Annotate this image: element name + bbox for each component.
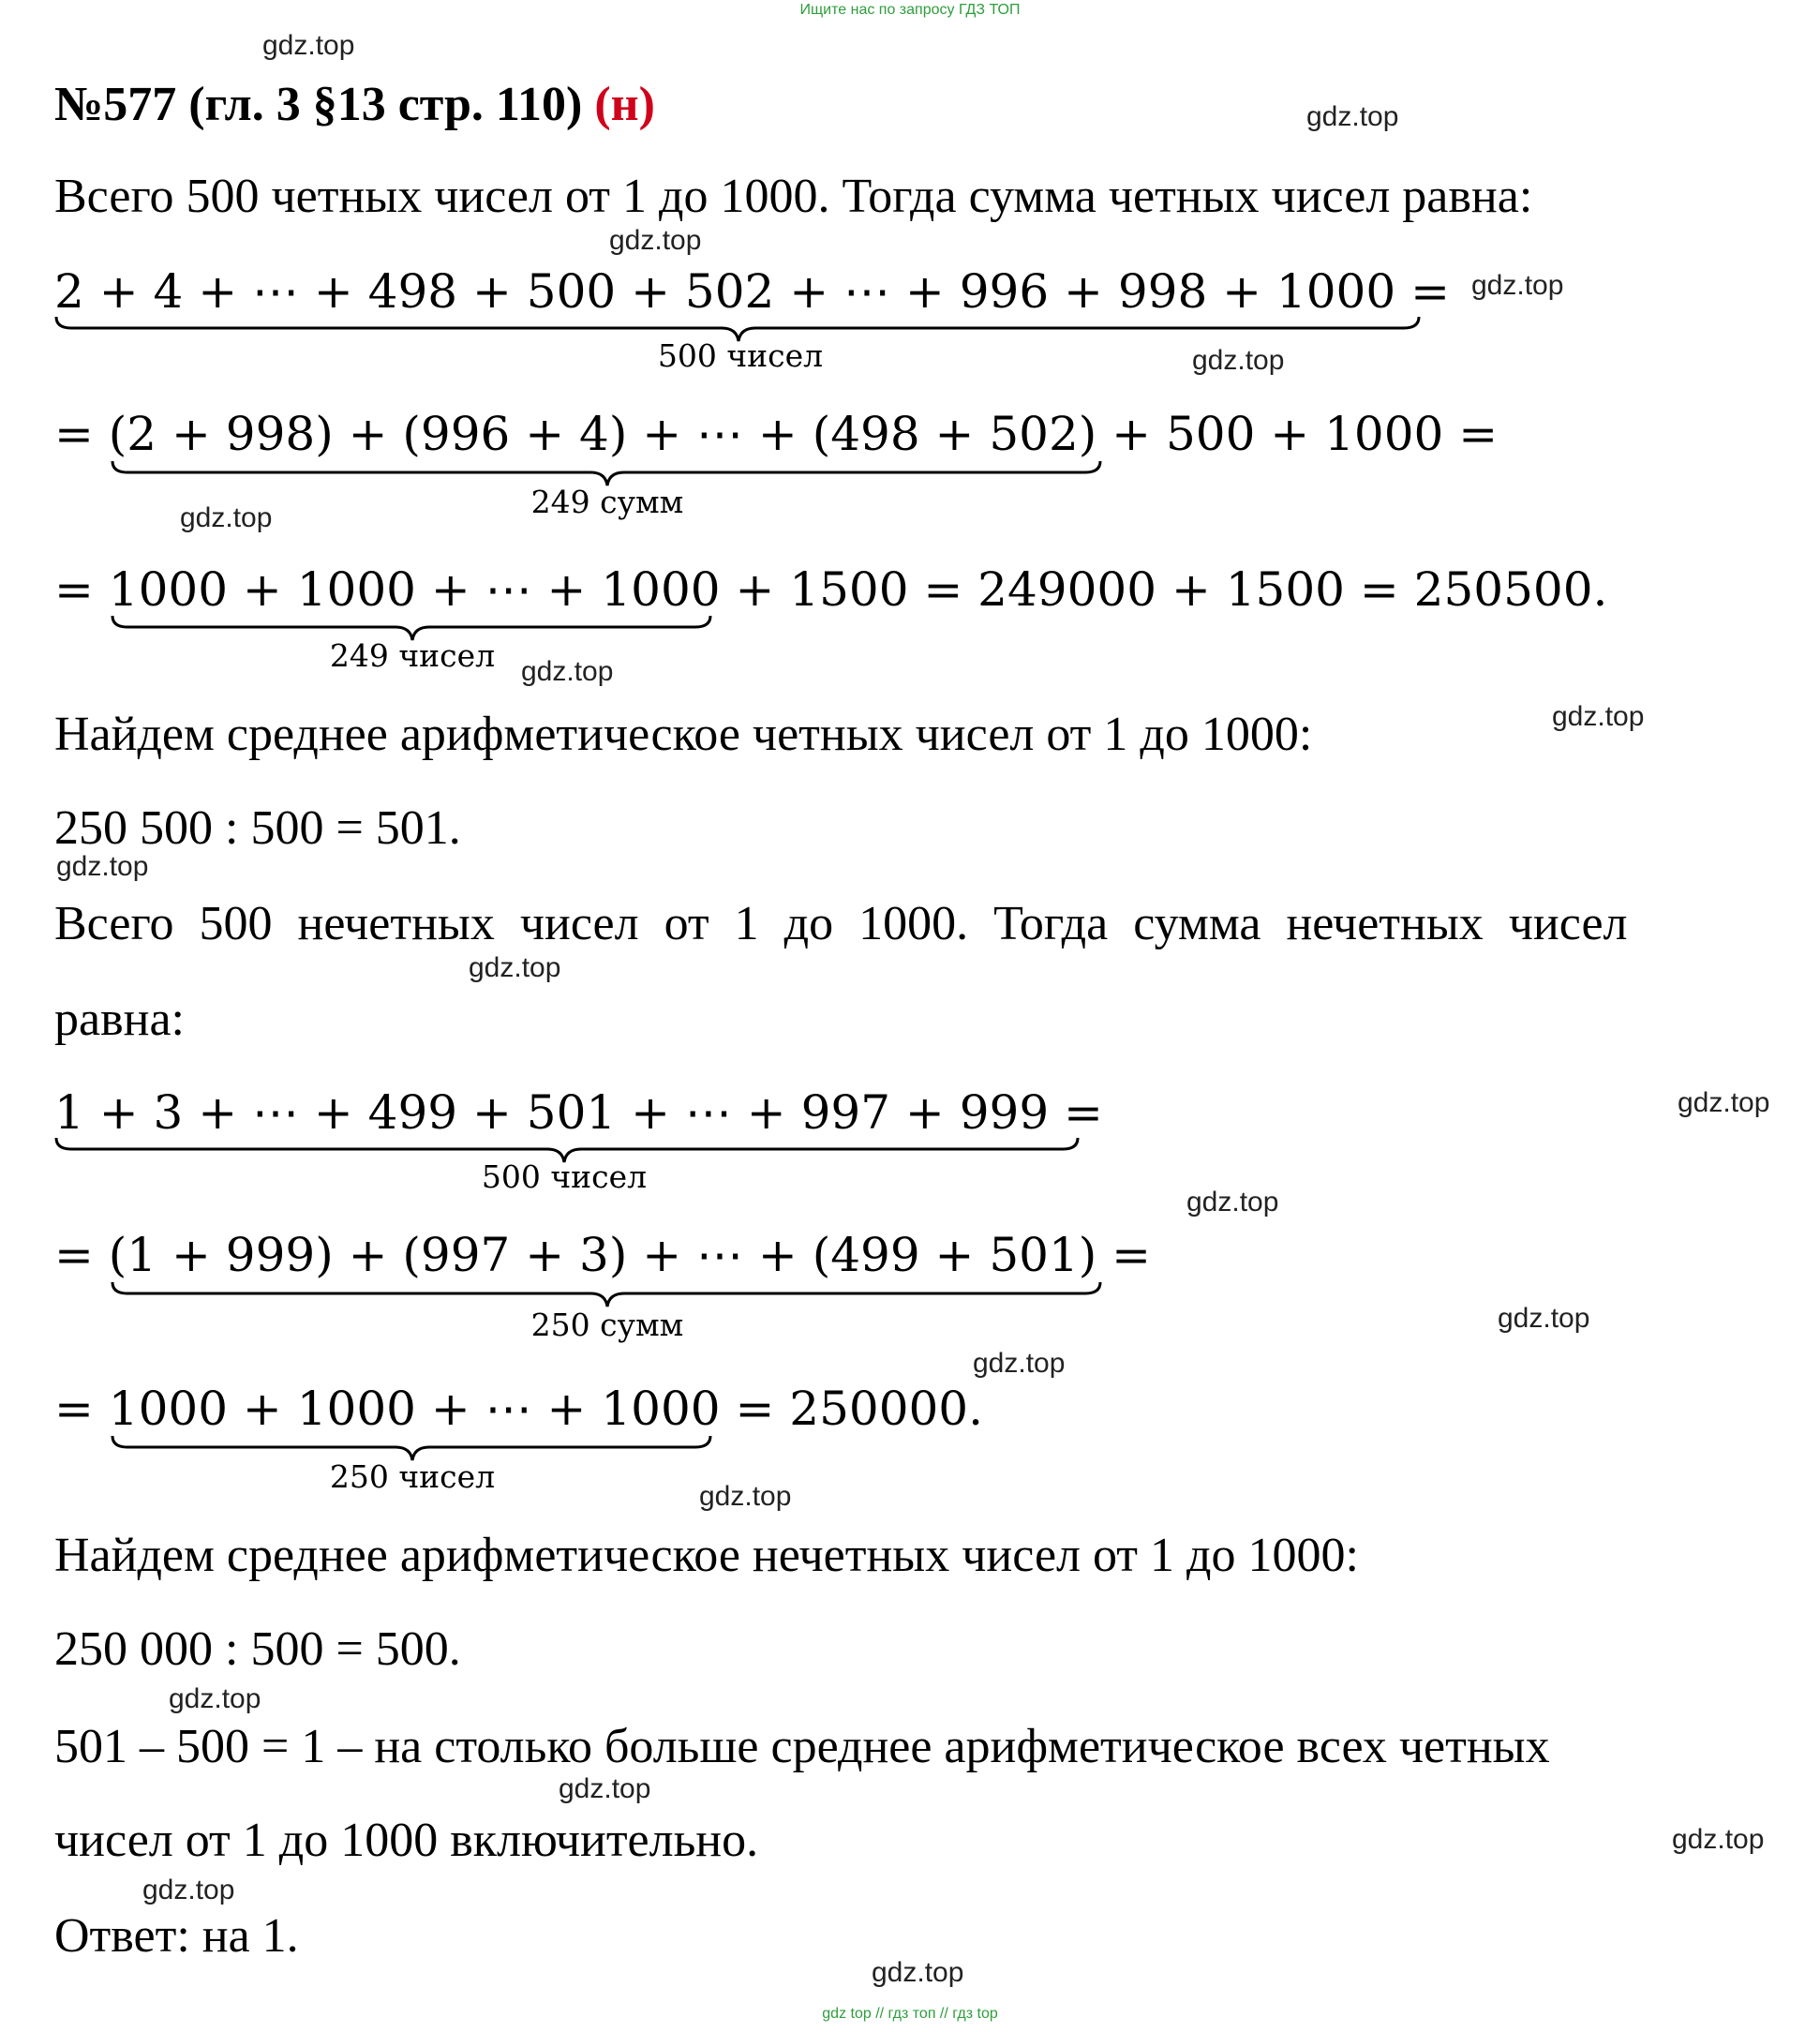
- odd-sum-line-3: = 1000 + 1000 + ⋯ + 1000 = 250000.: [54, 1382, 984, 1436]
- watermark: gdz.top: [521, 656, 614, 687]
- odd-intro-2: равна:: [54, 993, 185, 1046]
- even-line3-label: 249 чисел: [329, 637, 496, 674]
- title-mark: (н): [594, 78, 655, 131]
- watermark: gdz.top: [872, 1957, 964, 1988]
- odd-line3-label: 250 чисел: [329, 1458, 496, 1495]
- watermark: gdz.top: [1498, 1303, 1590, 1334]
- even-sum-line-2: = (2 + 998) + (996 + 4) + ⋯ + (498 + 502) + 500 + 1000 =: [54, 407, 1499, 461]
- odd-line1-label: 500 чисел: [481, 1158, 648, 1195]
- even-sum-line-1: 2 + 4 + ⋯ + 498 + 500 + 502 + ⋯ + 996 + 998 + 1000 =: [54, 264, 1450, 319]
- conclusion-line-1: 501 – 500 = 1 – на столько больше среднее арифметическое всех четных: [54, 1720, 1550, 1773]
- odd-sum-line-1: 1 + 3 + ⋯ + 499 + 501 + ⋯ + 997 + 999 =: [54, 1085, 1103, 1140]
- watermark: gdz.top: [169, 1683, 261, 1714]
- watermark: gdz.top: [180, 502, 273, 533]
- odd-avg: 250 000 : 500 = 500.: [54, 1622, 461, 1676]
- watermark: gdz.top: [1192, 345, 1285, 376]
- even-avg-intro: Найдем среднее арифметическое четных чисел от 1 до 1000:: [54, 708, 1313, 761]
- watermark: gdz.top: [1306, 101, 1399, 132]
- odd-intro-1: Всего 500 нечетных чисел от 1 до 1000. Тогда сумма нечетных чисел: [54, 897, 1628, 950]
- watermark: gdz.top: [1678, 1087, 1770, 1118]
- odd-sum-line-2: = (1 + 999) + (997 + 3) + ⋯ + (499 + 501) =: [54, 1228, 1152, 1282]
- odd-line2-brace: [111, 1280, 1104, 1308]
- watermark: gdz.top: [1672, 1824, 1765, 1855]
- odd-avg-intro: Найдем среднее арифметическое нечетных чисел от 1 до 1000:: [54, 1529, 1359, 1582]
- watermark: gdz.top: [609, 225, 702, 256]
- watermark: gdz.top: [559, 1773, 651, 1804]
- bottom-banner: gdz top // гдз топ // гдз top: [822, 2006, 998, 2022]
- watermark: gdz.top: [1471, 270, 1564, 301]
- even-sum-line-3: = 1000 + 1000 + ⋯ + 1000 + 1500 = 249000 + 1500 = 250500.: [54, 562, 1608, 617]
- odd-line2-label: 250 сумм: [530, 1307, 684, 1343]
- answer: Ответ: на 1.: [54, 1909, 299, 1963]
- watermark: gdz.top: [1552, 701, 1645, 732]
- watermark: gdz.top: [973, 1348, 1066, 1379]
- conclusion-line-2: чисел от 1 до 1000 включительно.: [54, 1814, 759, 1867]
- watermark: gdz.top: [469, 952, 561, 983]
- top-banner: Ищите нас по запросу ГДЗ ТОП: [799, 2, 1021, 18]
- title-main: №577 (гл. 3 §13 стр. 110): [54, 78, 583, 131]
- even-line1-label: 500 чисел: [657, 337, 824, 374]
- page-title: [54, 77, 655, 132]
- watermark: gdz.top: [56, 851, 149, 882]
- even-avg: 250 500 : 500 = 501.: [54, 801, 461, 855]
- watermark: gdz.top: [1186, 1187, 1279, 1218]
- even-intro: Всего 500 четных чисел от 1 до 1000. Тогда сумма четных чисел равна:: [54, 170, 1533, 223]
- watermark: gdz.top: [262, 30, 355, 61]
- even-line2-label: 249 сумм: [530, 484, 684, 520]
- watermark: gdz.top: [699, 1481, 792, 1512]
- watermark: gdz.top: [142, 1875, 235, 1905]
